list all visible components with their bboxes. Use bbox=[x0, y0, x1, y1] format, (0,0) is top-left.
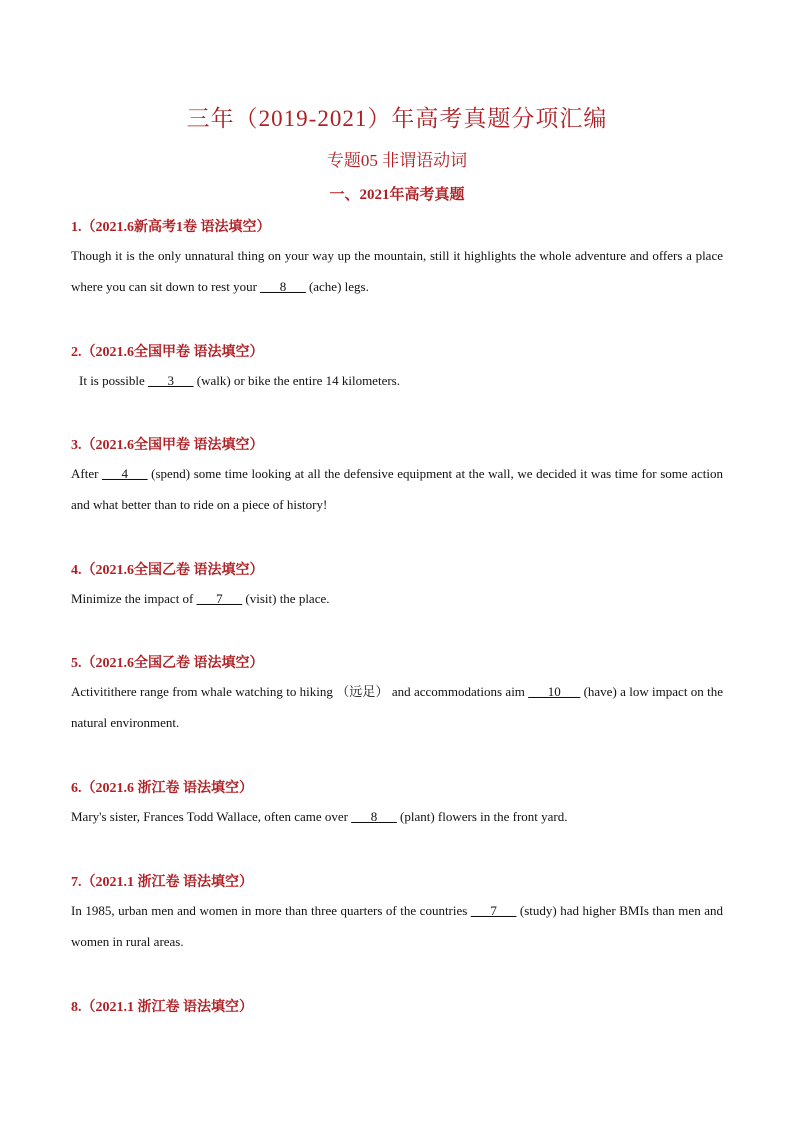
question-text-post: (ache) legs. bbox=[305, 279, 369, 294]
question-text-post: (walk) or bike the entire 14 kilometers. bbox=[193, 373, 400, 388]
answer-blank: ___10___ bbox=[528, 684, 581, 699]
question-text-post: (study) had higher BMIs than men and women in rural areas. bbox=[71, 903, 723, 949]
question-heading: 1.（2021.6新高考1卷 语法填空） bbox=[71, 220, 271, 235]
question-heading: 8.（2021.1 浙江卷 语法填空） bbox=[71, 1000, 253, 1015]
question-heading: 4.（2021.6全国乙卷 语法填空） bbox=[71, 563, 264, 578]
question-text-pre: Though it is the only unnatural thing on your way up the mountain, still it highlights the whole adventure and offers a place where you can sit down to rest your bbox=[71, 248, 723, 294]
question-text bbox=[71, 583, 723, 614]
question-text-pre: Mary's sister, Frances Todd Wallace, often came over bbox=[71, 809, 352, 824]
question-heading: 7.（2021.1 浙江卷 语法填空） bbox=[71, 875, 253, 890]
answer-blank: ___7___ bbox=[470, 903, 517, 918]
question-text-pre: It is possible bbox=[79, 373, 148, 388]
section-heading: 一、2021年高考真题 bbox=[329, 187, 465, 203]
answer-blank: ___4___ bbox=[102, 466, 148, 481]
question-heading: 3.（2021.6全国甲卷 语法填空） bbox=[71, 438, 264, 453]
question-text-pre: In 1985, urban men and women in more than three quarters of the countries bbox=[71, 903, 471, 918]
question-text-pre: After bbox=[71, 466, 103, 481]
question-text bbox=[71, 676, 723, 738]
question-text bbox=[71, 240, 723, 302]
question-text-post: (spend) some time looking at all the defensive equipment at the wall, we decided it was time for some action and what better than to ride on a piece of history! bbox=[71, 466, 723, 512]
answer-blank: ___7___ bbox=[196, 591, 243, 606]
question-text-pre: Minimize the impact of bbox=[71, 591, 197, 606]
answer-blank: ___3___ bbox=[147, 373, 194, 388]
question-text bbox=[71, 801, 723, 832]
question-heading: 6.（2021.6 浙江卷 语法填空） bbox=[71, 781, 253, 796]
question-text bbox=[71, 365, 723, 396]
question-text bbox=[71, 895, 723, 957]
question-text-post: (visit) the place. bbox=[242, 591, 330, 606]
question-text-post: (plant) flowers in the front yard. bbox=[396, 809, 568, 824]
question-text-pre: Activitithere range from whale watching to hiking （远足） and accommodations aim bbox=[71, 684, 529, 699]
question-heading: 5.（2021.6全国乙卷 语法填空） bbox=[71, 656, 264, 671]
answer-blank: ___8___ bbox=[351, 809, 397, 824]
answer-blank: ___8___ bbox=[260, 279, 306, 294]
page-title: 三年（2019-2021）年高考真题分项汇编 bbox=[186, 106, 608, 131]
question-text-post: (have) a low impact on the natural environment. bbox=[71, 684, 723, 730]
question-text bbox=[71, 458, 723, 520]
page-subtitle: 专题05 非谓语动词 bbox=[326, 151, 468, 170]
question-heading: 2.（2021.6全国甲卷 语法填空） bbox=[71, 345, 264, 360]
